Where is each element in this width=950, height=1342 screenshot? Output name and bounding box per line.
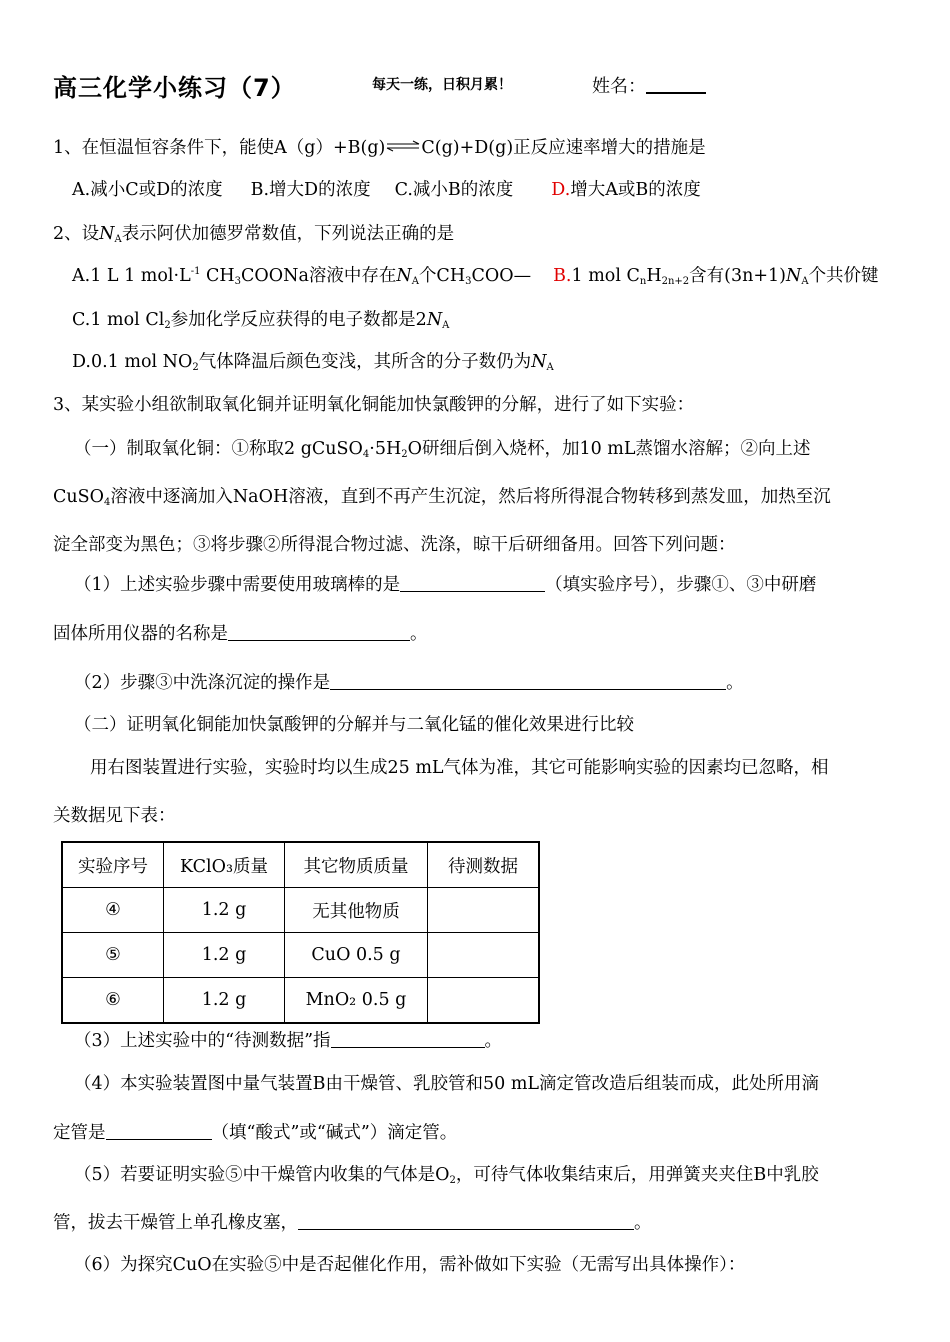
q1-option-d: 增大A或B的浓度 [570,180,701,200]
q2-option-b: 个共价键 [808,266,879,286]
q3-part2-line1: 用右图装置进行实验，实验时均以生成25 mL气体为准，其它可能影响实验的因素均已忽略，相 [90,758,829,778]
q2-na-a: A [114,234,122,245]
q3-text: 溶液中逐滴加入NaOH溶液，直到不再产生沉淀，然后将所得混合物转移到蒸发皿，加热至沉 [110,487,831,507]
q3-text: 定管是 [53,1123,106,1143]
q2-minus: — [513,266,532,286]
q2-na-n: N [99,224,115,244]
answer-blank[interactable] [331,1030,485,1048]
q3-text: ，可待气体收集结束后，用弹簧夹夹住B中乳胶 [455,1165,819,1185]
q1-options [72,178,701,202]
q3-text: （1）上述实验步骤中需要使用玻璃棒的是 [74,575,401,595]
q2-na-n: N [531,352,547,372]
q2-na-n: N [396,266,412,286]
q3-text: O研细后倒入烧杯，加10 mL蒸馏水溶解；②向上述 [407,439,811,459]
q3-sub4-line1: （4）本实验装置图中量气装置B由干燥管、乳胶管和50 mL滴定管改造后组装而成，此处所用滴 [74,1074,820,1094]
q2-sub: 3 [234,276,242,287]
q3-part1-line2 [53,485,831,509]
table-cell: ⑥ [62,978,164,1024]
name-field [592,72,706,98]
table-row [62,888,539,933]
q2-option-d [72,350,554,374]
table-cell[interactable] [428,888,540,933]
q3-text: CuSO [53,487,104,507]
data-table [61,841,540,1024]
answer-blank[interactable] [106,1122,212,1140]
q2-option-d-text: D.0.1 mol NO [72,352,193,372]
name-blank[interactable] [646,74,706,94]
q3-text: （3）上述实验中的“待测数据”指 [74,1031,331,1051]
q2-option-c-text: 参加化学反应获得的电子数都是2 [170,310,427,330]
q1-stem-part: C(g)+D(g)正反应速率增大的措施是 [421,138,706,158]
q3-text: （一）制取氧化铜：①称取2 gCuSO [74,439,363,459]
q2-na-n: N [786,266,802,286]
q3-sub: 2 [449,1175,456,1186]
q3-text: （填实验序号），步骤①、③中研磨 [545,575,817,595]
q3-part2-line2: 关数据见下表： [53,806,176,826]
q3-sub5-line2 [53,1211,652,1235]
table-row [62,978,539,1024]
q2-stem-part: 2、设 [53,224,100,244]
table-header-cell: KClO₃质量 [164,842,285,888]
q2-na-a: A [801,276,809,287]
q3-part2-title: （二）证明氧化铜能加快氯酸钾的分解并与二氧化锰的催化效果进行比较 [74,715,634,735]
q3-text: 。 [634,1213,652,1233]
q3-sub1-line1 [74,573,816,597]
q3-sub6: （6）为探究CuO在实验⑤中是否起催化作用，需补做如下实验（无需写出具体操作）： [74,1255,746,1275]
q2-sub: 2n+2 [661,276,690,287]
page-title: 高三化学小练习（7） [53,74,296,102]
q2-sup: -1 [190,266,201,277]
q3-part1-line3: 淀全部变为黑色；③将步骤②所得混合物过滤、洗涤，晾干后研细备用。回答下列问题： [53,535,736,555]
q1-option-b: B.增大D的浓度 [250,180,371,200]
q2-option-a: CH [200,266,235,286]
q3-sub5-line1 [74,1163,819,1187]
q3-part1-line1 [74,437,811,461]
table-cell: 无其他物质 [285,888,428,933]
q2-option-d-text: 气体降温后颜色变浅，其所含的分子数仍为 [198,352,532,372]
equilibrium-arrow-icon [385,140,421,152]
q3-sub4-line2 [53,1121,457,1145]
motto: 每天一练，日积月累！ [372,77,512,93]
table-row [62,933,539,978]
q2-na-a: A [546,362,554,373]
q2-na-a: A [442,320,450,331]
q2-sub: 3 [465,276,472,287]
q3-sub: 4 [104,497,111,508]
q2-option-a: COO [471,266,514,286]
table-cell: CuO 0.5 g [285,933,428,978]
table-cell[interactable] [428,933,540,978]
q1-stem-part: 1、在恒温恒容条件下，能使A（g）+B(g) [53,138,386,158]
table-header-cell: 待测数据 [428,842,540,888]
q1-option-c: C.减小B的浓度 [394,180,514,200]
table-cell: 1.2 g [164,978,285,1024]
answer-blank[interactable] [330,672,726,690]
table-header-cell: 其它物质质量 [285,842,428,888]
q3-text: （2）步骤③中洗涤沉淀的操作是 [74,673,331,693]
q3-text: ·5H [369,439,402,459]
q2-sub: 2 [192,362,199,373]
q3-text: （5）若要证明实验⑤中干燥管内收集的气体是O [74,1165,450,1185]
q2-option-b-letter: B. [553,266,572,286]
q2-stem [53,222,454,246]
q3-sub3 [74,1029,502,1053]
table-cell: ⑤ [62,933,164,978]
q2-options-ab [72,264,879,288]
q2-na-n: N [426,310,443,330]
q2-option-c [72,308,449,332]
q3-text: 管，拔去干燥管上单孔橡皮塞， [53,1213,298,1233]
q2-sub: 2 [164,320,171,331]
q1-stem [53,136,706,160]
q2-option-a: A.1 L 1 mol·L [72,266,191,286]
q3-sub1-line2 [53,622,428,646]
q3-text: 。 [484,1031,503,1051]
q2-stem-part: 表示阿伏加德罗常数值，下列说法正确的是 [121,224,455,244]
q2-option-a: 个CH [418,266,466,286]
table-cell[interactable] [428,978,540,1024]
q2-option-b: 含有(3n+1) [689,266,787,286]
table-header-row [62,842,539,888]
q2-option-c-text: C.1 mol Cl [72,310,165,330]
q3-text: 。 [410,624,428,644]
q1-option-a: A.减小C或D的浓度 [72,180,223,200]
q3-sub: 2 [401,449,408,460]
table-cell: 1.2 g [164,933,285,978]
q3-intro: 3、某实验小组欲制取氧化铜并证明氧化铜能加快氯酸钾的分解，进行了如下实验： [53,395,695,415]
q3-sub2 [74,671,744,695]
q1-option-d-letter: D. [551,180,571,200]
table-cell: ④ [62,888,164,933]
q3-text: （填“酸式”或“碱式”）滴定管。 [211,1123,458,1143]
table-cell: 1.2 g [164,888,285,933]
q2-option-a: COONa溶液中存在 [241,266,397,286]
table-cell: MnO₂ 0.5 g [285,978,428,1024]
q3-sub: 4 [362,449,370,460]
q3-text: 固体所用仪器的名称是 [53,624,228,644]
q2-option-b: H [646,266,662,286]
q2-na-a: A [411,276,419,287]
q2-option-b: 1 mol C [571,266,640,286]
answer-blank[interactable] [228,623,410,641]
table-header-cell: 实验序号 [62,842,164,888]
answer-blank[interactable] [400,574,545,592]
q2-sub: n [639,276,647,287]
name-label: 姓名： [592,76,646,97]
q3-text: 。 [726,673,744,693]
answer-blank[interactable] [298,1212,634,1230]
